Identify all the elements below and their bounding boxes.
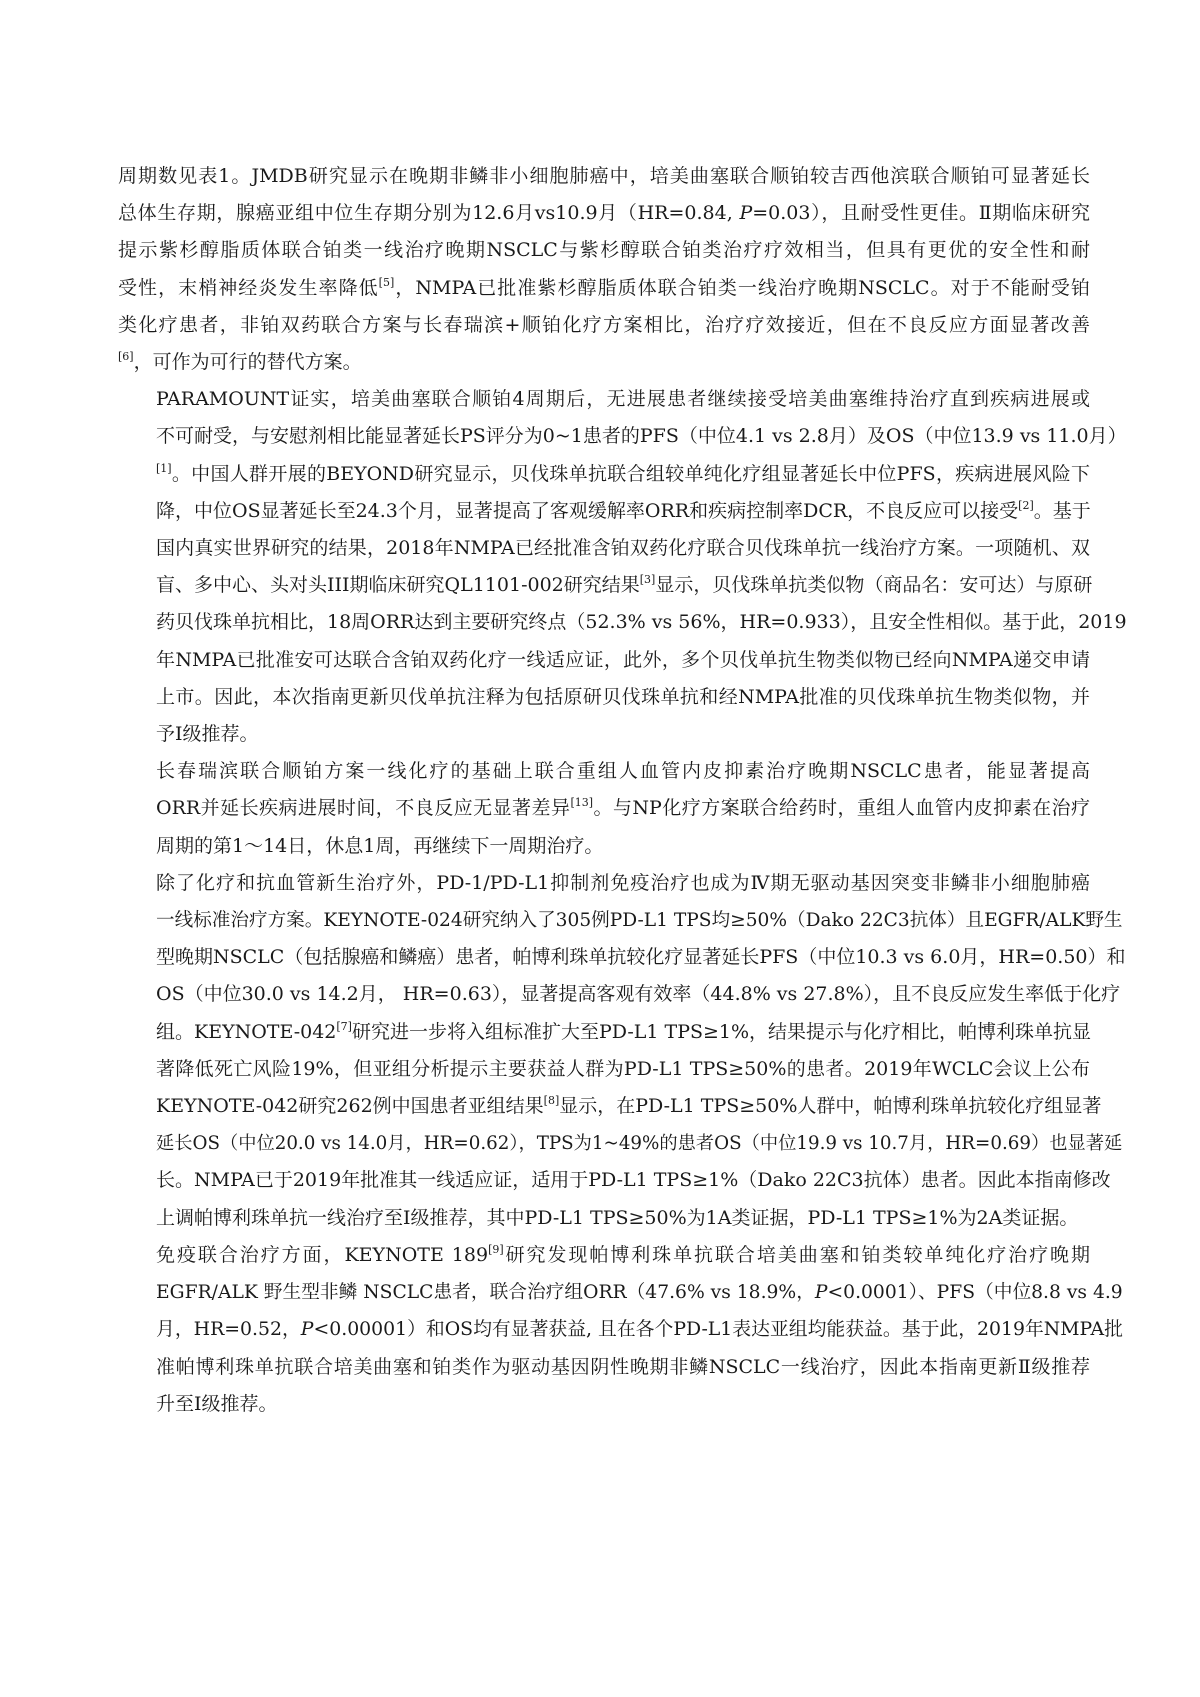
- text-segment: OS（中位30.0 vs 14.2月， HR=0.63），显著提高客观有效率（44.8% vs 27.8%），且不良反应发生率低于化疗: [156, 983, 1121, 1006]
- text-line: [118, 604, 1127, 641]
- text-segment: <0.00001）和OS均有显著获益, 且在各个PD-L1表达亚组均能获益。基于此，2019年NMPA批: [313, 1319, 1123, 1341]
- text-line: [118, 1125, 1123, 1162]
- text-segment: 药贝伐珠单抗相比，18周ORR达到主要研究终点（52.3% vs 56%，HR=0.933），且安全性相似。基于此，2019: [156, 611, 1127, 634]
- citation-ref: [1]: [156, 461, 172, 475]
- text-segment: ，可作为可行的替代方案。: [133, 351, 362, 374]
- text-segment: 研究发现帕博利珠单抗联合培美曲塞和铂类较单纯化疗治疗晚期: [503, 1243, 1090, 1266]
- text-line: [118, 344, 1090, 381]
- text-segment: 显示，贝伐珠单抗类似物（商品名：安可达）与原研: [655, 574, 1093, 597]
- text-line: [118, 1349, 1090, 1386]
- text-segment: 准帕博利珠单抗联合培美曲塞和铂类作为驱动基因阴性晚期非鳞NSCLC一线治疗，因此本指南更新Ⅱ级推荐: [156, 1355, 1090, 1378]
- text-line: [118, 381, 1090, 418]
- text-line: [118, 753, 1090, 790]
- text-segment: 免疫联合治疗方面，KEYNOTE 189: [156, 1243, 489, 1266]
- paragraph: [118, 381, 1127, 753]
- text-segment: 升至Ⅰ级推荐。: [156, 1392, 278, 1415]
- text-segment: 除了化疗和抗血管新生治疗外，PD-1/PD-L1抑制剂免疫治疗也成为Ⅳ期无驱动基因突变非鳞非小细胞肺癌: [156, 871, 1090, 894]
- citation-ref: [5]: [378, 275, 395, 289]
- text-segment: 。基于: [1033, 499, 1091, 522]
- text-segment: 长。NMPA已于2019年批准其一线适应证，适用于PD-L1 TPS≥1%（Dako 22C3抗体）患者。因此本指南修改: [156, 1169, 1111, 1192]
- citation-ref: [13]: [570, 796, 594, 810]
- text-line: [118, 1274, 1123, 1311]
- text-segment: 周期数见表1。JMDB研究显示在晚期非鳞非小细胞肺癌中，培美曲塞联合顺铂较吉西他滨联合顺铂可显著延长: [118, 165, 1090, 187]
- text-line: [118, 716, 1090, 753]
- citation-ref: [3]: [639, 573, 656, 587]
- text-line: [118, 418, 1127, 455]
- text-line: [118, 1386, 1090, 1423]
- text-segment: 一线标准治疗方案。KEYNOTE-024研究纳入了305例PD-L1 TPS均≥50%（Dako 22C3抗体）且EGFR/ALK野生: [156, 910, 1123, 932]
- citation-ref: [7]: [336, 1019, 352, 1033]
- text-line: [118, 307, 1090, 344]
- text-segment: 月，HR=0.52，: [156, 1319, 301, 1341]
- text-segment: <0.0001）、PFS（中位8.8 vs 4.9: [827, 1282, 1123, 1304]
- citation-ref: [9]: [488, 1242, 504, 1256]
- text-segment: KEYNOTE-042研究262例中国患者亚组结果: [156, 1095, 544, 1118]
- text-segment: EGFR/ALK 野生型非鳞 NSCLC患者，联合治疗组ORR（47.6% vs 18.9%，: [156, 1282, 815, 1304]
- text-line: [118, 976, 1121, 1013]
- text-segment: 显示，在PD-L1 TPS≥50%人群中，帕博利珠单抗较化疗组显著: [559, 1095, 1102, 1118]
- text-line: [118, 1237, 1090, 1274]
- text-segment: 不可耐受，与安慰剂相比能显著延长PS评分为0~1患者的PFS（中位4.1 vs 2.8月）及OS（中位13.9 vs 11.0月）: [156, 425, 1127, 448]
- paragraph: [118, 1237, 1123, 1423]
- text-line: [118, 1014, 1090, 1051]
- text-line: [118, 493, 1090, 530]
- citation-ref: [8]: [543, 1094, 560, 1108]
- text-segment: 。中国人群开展的BEYOND研究显示，贝伐珠单抗联合组较单纯化疗组显著延长中位PFS，疾病进展风险下: [171, 462, 1090, 485]
- text-line: [118, 939, 1126, 976]
- italic-text: P: [300, 1319, 314, 1341]
- text-line: [118, 828, 1090, 865]
- text-segment: ，NMPA已批准紫杉醇脂质体联合铂类一线治疗晚期NSCLC。对于不能耐受铂: [394, 276, 1090, 299]
- text-line: [118, 1311, 1123, 1348]
- text-segment: 延长OS（中位20.0 vs 14.0月，HR=0.62），TPS为1~49%的患者OS（中位19.9 vs 10.7月，HR=0.69）也显著延: [156, 1133, 1123, 1155]
- text-segment: PARAMOUNT证实，培美曲塞联合顺铂4周期后，无进展患者继续接受培美曲塞维持治疗直到疾病进展或: [156, 388, 1090, 411]
- text-line: [118, 567, 1093, 604]
- text-segment: 。与NP化疗方案联合给药时，重组人血管内皮抑素在治疗: [593, 797, 1090, 820]
- text-segment: 受性，末梢神经炎发生率降低: [118, 276, 379, 299]
- text-line: [118, 456, 1090, 493]
- citation-ref: [6]: [118, 350, 134, 364]
- text-segment: 类化疗患者，非铂双药联合方案与长春瑞滨+顺铂化疗方案相比，治疗疗效接近，但在不良反应方面显著改善: [118, 313, 1090, 336]
- text-segment: 予Ⅰ级推荐。: [156, 723, 259, 746]
- text-segment: 著降低死亡风险19%，但亚组分析提示主要获益人群为PD-L1 TPS≥50%的患者。2019年WCLC会议上公布: [156, 1057, 1090, 1080]
- text-segment: 上市。因此，本次指南更新贝伐单抗注释为包括原研贝伐珠单抗和经NMPA批准的贝伐珠单抗生物类似物，并: [156, 685, 1090, 708]
- text-segment: 长春瑞滨联合顺铂方案一线化疗的基础上联合重组人血管内皮抑素治疗晚期NSCLC患者，能显著提高: [156, 760, 1090, 783]
- text-line: [118, 158, 1090, 195]
- text-segment: 研究进一步将入组标准扩大至PD-L1 TPS≥1%，结果提示与化疗相比，帕博利珠单抗显: [351, 1020, 1092, 1043]
- text-segment: 降，中位OS显著延长至24.3个月，显著提高了客观缓解率ORR和疾病控制率DCR，不良反应可以接受: [156, 499, 1019, 522]
- text-line: [118, 232, 1090, 269]
- text-line: [118, 902, 1123, 939]
- text-segment: 国内真实世界研究的结果，2018年NMPA已经批准含铂双药化疗联合贝伐珠单抗一线治疗方案。一项随机、双: [156, 537, 1090, 560]
- text-segment: =0.03），且耐受性更佳。Ⅱ期临床研究: [752, 202, 1090, 225]
- text-line: [118, 195, 1090, 232]
- text-segment: 周期的第1～14日，休息1周，再继续下一周期治疗。: [156, 834, 604, 857]
- italic-text: P: [814, 1282, 828, 1304]
- document-body: [118, 158, 1127, 1423]
- text-line: [118, 1162, 1111, 1199]
- text-segment: 上调帕博利珠单抗一线治疗至Ⅰ级推荐，其中PD-L1 TPS≥50%为1A类证据，PD-L1 TPS≥1%为2A类证据。: [156, 1206, 1079, 1229]
- text-segment: 年NMPA已批准安可达联合含铂双药化疗一线适应证，此外，多个贝伐单抗生物类似物已经向NMPA递交申请: [156, 648, 1090, 671]
- paragraph: [118, 158, 1090, 381]
- paragraph: [118, 753, 1090, 865]
- text-line: [118, 530, 1090, 567]
- text-segment: 提示紫杉醇脂质体联合铂类一线治疗晚期NSCLC与紫杉醇联合铂类治疗疗效相当，但具有更优的安全性和耐: [118, 239, 1090, 262]
- text-line: [118, 642, 1090, 679]
- paragraph: [118, 865, 1126, 1237]
- text-segment: 盲、多中心、头对头III期临床研究QL1101-002研究结果: [156, 574, 640, 597]
- text-segment: 总体生存期，腺癌亚组中位生存期分别为12.6月vs10.9月（HR=0.84,: [118, 202, 740, 225]
- text-line: [118, 1088, 1102, 1125]
- text-segment: 组。KEYNOTE-042: [156, 1020, 337, 1043]
- text-line: [118, 865, 1090, 902]
- text-segment: ORR并延长疾病进展时间，不良反应无显著差异: [156, 797, 571, 820]
- text-segment: 型晚期NSCLC（包括腺癌和鳞癌）患者，帕博利珠单抗较化疗显著延长PFS（中位10.3 vs 6.0月，HR=0.50）和: [156, 946, 1126, 969]
- citation-ref: [2]: [1018, 498, 1034, 512]
- text-line: [118, 790, 1090, 827]
- text-line: [118, 679, 1090, 716]
- text-line: [118, 1051, 1090, 1088]
- text-line: [118, 1200, 1090, 1237]
- text-line: [118, 270, 1090, 307]
- italic-text: P: [739, 202, 753, 225]
